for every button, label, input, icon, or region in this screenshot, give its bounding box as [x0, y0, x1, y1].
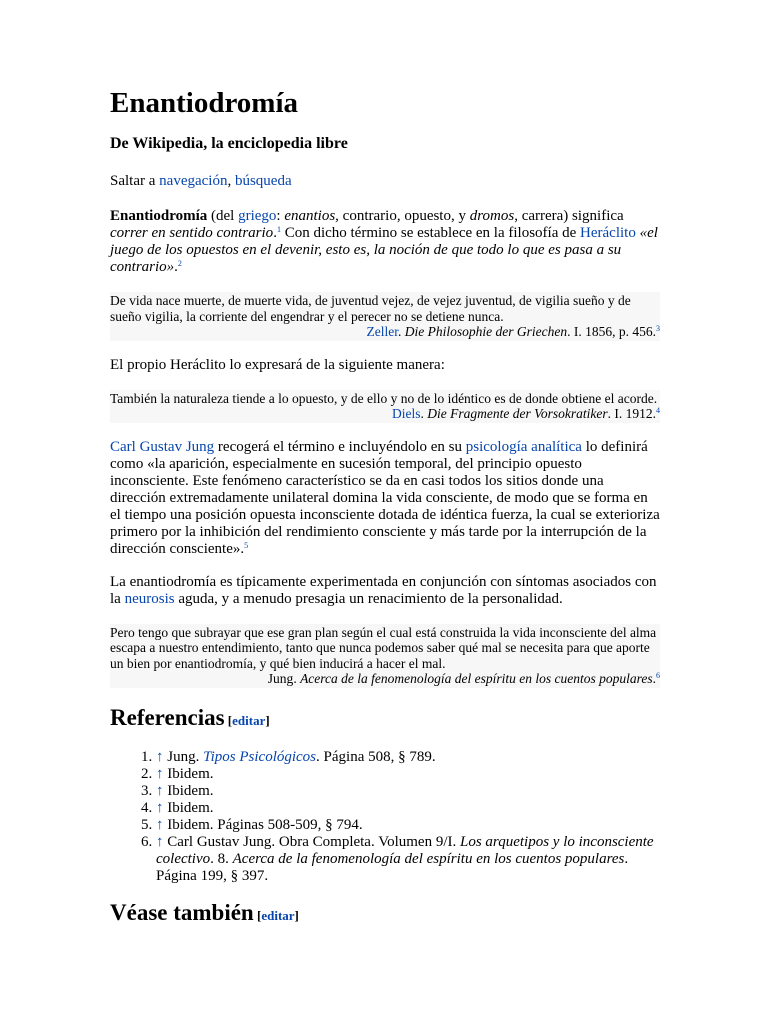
quote-source-text: . — [420, 406, 428, 421]
quote-jung — [110, 624, 660, 688]
quote-text: Pero tengo que subrayar que ese gran plan según el cual está construida la vida inconsciente del alma escapa a nuestro entendimiento, tanto que nunca podemos saber qué mal se necesita para que aporte un bien por enantiodromía, y qué bien inducirá a hacer el mal. — [110, 624, 657, 671]
intro-text: . — [174, 259, 178, 275]
reference-item — [156, 817, 660, 834]
intro-italic: dromos — [469, 208, 515, 224]
page-title: Enantiodromía — [110, 87, 299, 119]
backlink-arrow-icon[interactable]: ↑ — [156, 782, 164, 799]
paragraph-jung — [110, 439, 660, 558]
intro-text: , carrera) significa — [514, 208, 624, 224]
jump-separator: , — [227, 173, 235, 189]
backlink-arrow-icon[interactable]: ↑ — [156, 765, 164, 782]
quote-author: Jung — [267, 671, 294, 686]
ref-link-6[interactable]: 6 — [656, 671, 660, 680]
reference-text: Ibidem. Páginas 508-509, § 794. — [163, 816, 363, 833]
link-neurosis[interactable]: neurosis — [124, 590, 175, 607]
edit-bracket: ] — [265, 712, 270, 728]
paragraph-neurosis — [110, 574, 660, 608]
link-tipos-psicologicos[interactable]: Tipos Psicológicos — [203, 748, 317, 765]
reference-text: Ibidem. — [163, 765, 214, 782]
intro-term: Enantiodromía — [110, 208, 208, 224]
reference-item — [156, 749, 660, 766]
ref-link-2[interactable]: 2 — [177, 259, 182, 268]
reference-italic: Acerca de la fenomenología del espíritu en los cuentos populares — [232, 850, 625, 867]
quote-source-text: . — [652, 671, 656, 686]
quote-source-text: . — [398, 324, 405, 339]
link-psicologia-analitica[interactable]: psicología analítica — [465, 438, 582, 455]
ref-marker-5[interactable] — [244, 541, 248, 550]
backlink-arrow-icon[interactable]: ↑ — [156, 833, 164, 850]
edit-bracket: ] — [294, 907, 299, 923]
quote-work: Die Fragmente der Vorsokratiker — [427, 406, 608, 421]
see-also-heading-text: Véase también — [110, 899, 254, 925]
ref-marker-3[interactable] — [656, 324, 660, 333]
jump-prefix: Saltar a — [110, 173, 160, 189]
reference-text: Ibidem. — [163, 799, 214, 816]
edit-bracket: [ — [253, 907, 262, 923]
quote-source-text: . I. 1856, p. 456. — [567, 324, 656, 339]
intro-text: . — [273, 225, 277, 241]
ref-link-5[interactable]: 5 — [244, 540, 249, 550]
edit-bracket: [ — [224, 712, 233, 728]
quote-zeller — [110, 292, 660, 341]
quote-source — [110, 671, 660, 687]
ref-link-3[interactable]: 3 — [656, 324, 660, 333]
link-zeller[interactable]: Zeller — [366, 324, 399, 339]
quote-text: De vida nace muerte, de muerte vida, de juventud vejez, de vejez juventud, de vigilia sueño y de sueño vigilia, la corriente del engendrar y el perecer no se detiene nunca. — [110, 293, 631, 324]
backlink-arrow-icon[interactable]: ↑ — [156, 816, 164, 833]
link-heraclito[interactable]: Heráclito — [580, 225, 636, 241]
intro-text: , contrario, opuesto, y — [335, 208, 470, 224]
quote-work: Die Philosophie der Griechen — [404, 324, 568, 339]
reference-item — [156, 783, 660, 800]
jump-search-link[interactable]: búsqueda — [234, 173, 292, 189]
edit-section — [225, 713, 270, 728]
reference-item — [156, 800, 660, 817]
backlink-arrow-icon[interactable]: ↑ — [156, 748, 164, 765]
quote-source-text: . — [293, 671, 301, 686]
paragraph-text: aguda, y a menudo presagia un renacimiento de la personalidad. — [174, 590, 563, 607]
link-griego[interactable]: griego — [238, 208, 277, 224]
intro-italic: enantios — [284, 208, 336, 224]
quote-source — [110, 406, 660, 422]
quote-work: Acerca de la fenomenología del espíritu en los cuentos populares — [300, 671, 653, 686]
references-list — [110, 749, 660, 885]
reference-text: . Página 508, § 789. — [316, 748, 436, 765]
intro-text: Con dicho término se establece en la filosofía de — [280, 225, 581, 241]
backlink-arrow-icon[interactable]: ↑ — [156, 799, 164, 816]
site-subtitle: De Wikipedia, la enciclopedia libre — [110, 135, 348, 152]
reference-text: . 8. — [210, 850, 233, 867]
see-also-heading — [110, 899, 660, 930]
references-heading — [110, 704, 660, 735]
ref-marker-4[interactable] — [656, 406, 660, 415]
intro-italic: correr en sentido contrario — [110, 225, 274, 241]
reference-text: Carl Gustav Jung. Obra Completa. Volumen 9/I. — [163, 833, 460, 850]
intro-text: (del — [207, 208, 239, 224]
edit-section — [254, 908, 299, 923]
link-diels[interactable]: Diels — [392, 406, 421, 421]
reference-italic: Los arquetipos y lo inconsciente colectivo — [156, 833, 654, 867]
intro-text: : — [276, 208, 285, 224]
quote-source — [110, 324, 660, 340]
reference-item — [156, 834, 660, 885]
ref-marker-6[interactable] — [656, 671, 660, 680]
jump-links — [110, 171, 660, 191]
edit-see-also-link[interactable]: editar — [261, 907, 295, 923]
ref-link-1[interactable]: 1 — [276, 225, 281, 234]
edit-references-link[interactable]: editar — [232, 712, 266, 728]
quote-source-text: . I. 1912. — [607, 406, 656, 421]
reference-text: Ibidem. — [163, 782, 214, 799]
reference-item — [156, 766, 660, 783]
paragraph-text: La enantiodromía es típicamente experimentada en conjunción con síntomas asociados con la — [110, 573, 657, 607]
intro-paragraph — [110, 208, 660, 276]
references-heading-text: Referencias — [110, 704, 225, 730]
jump-navigation-link[interactable]: navegación — [159, 173, 228, 189]
quote-text: También la naturaleza tiende a lo opuesto, y de ello y no de lo idéntico es de donde obtiene el acorde. — [110, 390, 658, 406]
link-carl-gustav-jung[interactable]: Carl Gustav Jung — [110, 438, 215, 455]
paragraph-heraclito: El propio Heráclito lo expresará de la siguiente manera: — [110, 356, 445, 373]
ref-link-4[interactable]: 4 — [656, 406, 660, 415]
ref-marker-2[interactable] — [178, 259, 182, 268]
paragraph-text: recogerá el término e incluyéndolo en su — [214, 438, 466, 455]
quote-diels — [110, 390, 660, 423]
reference-text: . Página 199, § 397. — [156, 850, 629, 884]
reference-text: Jung. — [163, 748, 204, 765]
intro-italic: «el juego de los opuestos en el devenir, esto es, la noción de que todo lo que es pasa a su contrario» — [110, 225, 658, 275]
paragraph-text: lo definirá como «la aparición, especialmente en sucesión temporal, del principio opuesto inconsciente. Este fenómeno característico se da en casi todos los sitios donde una dirección extremadamente unilateral domina la vida consciente, de modo que se forma en el tiempo una posición opuesta inconsciente dotada de idéntica fuerza, la cual se exterioriza primero por la inhibición del rendimiento consciente y más tarde por la interrupción de la dirección consciente». — [110, 438, 660, 557]
